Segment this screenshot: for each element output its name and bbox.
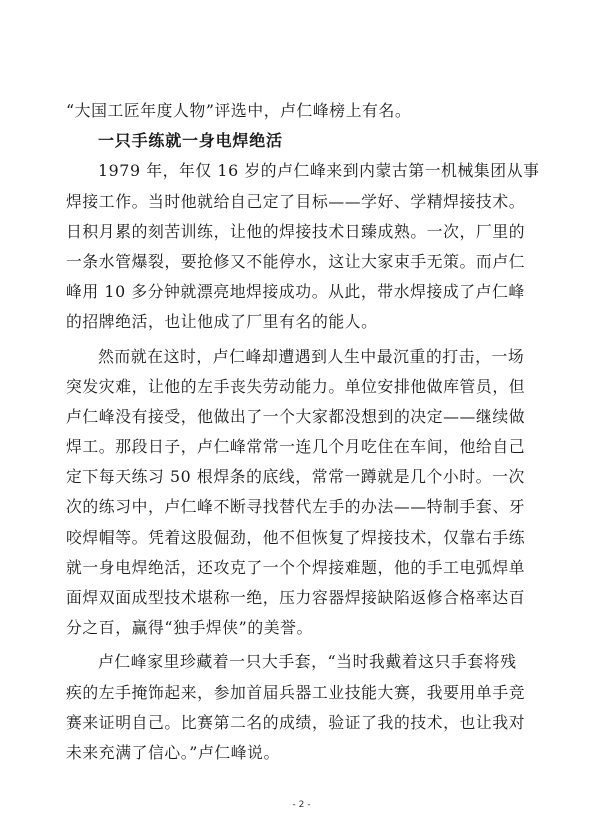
text-line: 1979 年，年仅 16 岁的卢仁峰来到内蒙古第一机械集团从事: [98, 161, 540, 181]
paragraph-1: [66, 156, 550, 337]
text-line: 疾的左手掩饰起来，参加首届兵器工业技能大赛，我要用单手竞: [66, 682, 526, 702]
text-line: 焊工。那段日子，卢仁峰常常一连几个月吃住在车间，他给自己: [66, 437, 526, 457]
paragraph-3: [66, 647, 550, 768]
text-line: “大国工匠年度人物”评选中，卢仁峰榜上有名。: [66, 101, 412, 120]
text-line: 焊接工作。当时他就给自己定了目标——学好、学精焊接技术。: [66, 191, 526, 211]
text-line: 就一身电焊绝活，还攻克了一个个焊接难题，他的手工电弧焊单: [66, 557, 526, 577]
paragraph-2: [66, 342, 550, 644]
text-line: 面焊双面成型技术堪称一绝，压力容器焊接缺陷返修合格率达百: [66, 588, 526, 607]
text-line: 的招牌绝活，也让他成了厂里有名的能人。: [66, 312, 378, 332]
text-line: 峰用 10 多分钟就漂亮地焊接成功。从此，带水焊接成了卢仁峰: [66, 282, 525, 302]
text-line: 日积月累的刻苦训练，让他的焊接技术日臻成熟。一次，厂里的: [66, 221, 526, 241]
text-line: 卢仁峰家里珍藏着一只大手套，“当时我戴着这只手套将残: [98, 652, 517, 672]
text-line: 赛来证明自己。比赛第二名的成绩，验证了我的技术，也让我对: [66, 712, 526, 732]
section-heading: 一只手练就一身电焊绝活: [98, 131, 283, 151]
text-line: 突发灾难，让他的左手丧失劳动能力。单位安排他做库管员，但: [66, 376, 526, 396]
paragraph-intro: [66, 96, 550, 126]
text-line: 次的练习中，卢仁峰不断寻找替代左手的办法——特制手套、牙: [66, 497, 526, 517]
text-line: 分之百，赢得“独手焊侠”的美誉。: [66, 618, 313, 638]
text-line: 一条水管爆裂，要抢修又不能停水，这让大家束手无策。而卢仁: [66, 251, 526, 271]
text-line: 定下每天练习 50 根焊条的底线，常常一蹲就是几个小时。一次: [66, 467, 525, 487]
text-line: 然而就在这时，卢仁峰却遭遇到人生中最沉重的打击，一场: [98, 346, 525, 366]
text-line: 卢仁峰没有接受，他做出了一个大家都没想到的决定——继续做: [66, 406, 526, 426]
page-number: - 2 -: [292, 800, 311, 810]
text-line: 咬焊帽等。凭着这股倔劲，他不但恢复了焊接技术，仅靠右手练: [66, 527, 526, 547]
text-line: 未来充满了信心。”卢仁峰说。: [66, 742, 280, 762]
document-body: [66, 96, 550, 768]
